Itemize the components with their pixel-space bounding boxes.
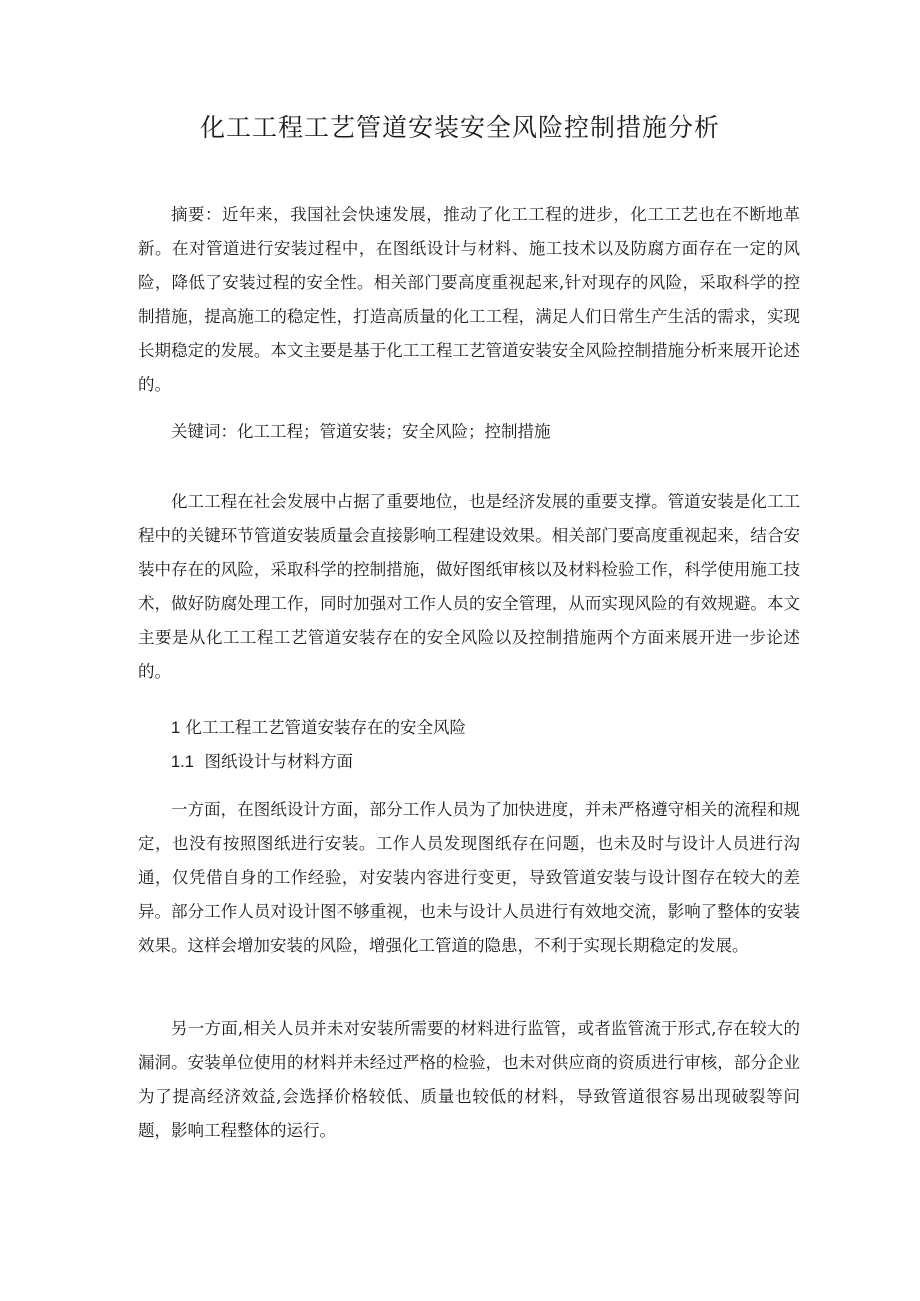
intro-paragraph: 化工工程在社会发展中占据了重要地位，也是经济发展的重要支撑。管道安装是化工工程中的关键环节管道安装质量会直接影响工程建设效果。相关部门要高度重视起来，结合安装中存在的风险，采取科学的控制措施，做好图纸审核以及材料检验工作，科学使用施工技术，做好防腐处理工作，同时加强对工作人员的安全管理，从而实现风险的有效规避。本文主要是从化工工程工艺管道安装存在的安全风险以及控制措施两个方面来展开进一步论述的。 [138,492,800,681]
keywords-line: 关键词：化工工程；管道安装；安全风险；控制措施 [171,422,551,441]
section-1-1-heading [171,745,353,779]
document-title: 化工工程工艺管道安装安全风险控制措施分析 [199,113,720,142]
body-paragraph-2: 另一方面,相关人员并未对安装所需要的材料进行监管，或者监管流于形式,存在较大的漏洞。安装单位使用的材料并未经过严格的检验，也未对供应商的资质进行审核，部分企业为了提高经济效益,会选择价格较低、质量也较低的材料，导致管道很容易出现破裂等问题，影响工程整体的运行。 [138,1019,800,1140]
section-1-title: 化工工程工艺管道安装存在的安全风险 [185,718,466,737]
abstract-paragraph: 摘要：近年来，我国社会快速发展，推动了化工工程的进步，化工工艺也在不断地革新。在对管道进行安装过程中，在图纸设计与材料、施工技术以及防腐方面存在一定的风险，降低了安装过程的安全性。相关部门要高度重视起来,针对现存的风险，采取科学的控制措施，提高施工的稳定性，打造高质量的化工工程，满足人们日常生产生活的需求，实现长期稳定的发展。本文主要是基于化工工程工艺管道安装安全风险控制措施分析来展开论述的。 [138,205,800,394]
section-1-1-title: 图纸设计与材料方面 [204,752,353,771]
section-1-heading [171,711,466,745]
section-1-number: 1 [171,719,181,737]
body-paragraph-1: 一方面，在图纸设计方面，部分工作人员为了加快进度，并未严格遵守相关的流程和规定，也没有按照图纸进行安装。工作人员发现图纸存在问题，也未及时与设计人员进行沟通，仅凭借自身的工作经验，对安装内容进行变更，导致管道安装与设计图存在较大的差异。部分工作人员对设计图不够重视，也未与设计人员进行有效地交流，影响了整体的安装效果。这样会增加安装的风险，增强化工管道的隐患，不利于实现长期稳定的发展。 [138,800,800,955]
section-1-1-number: 1.1 [171,753,194,771]
